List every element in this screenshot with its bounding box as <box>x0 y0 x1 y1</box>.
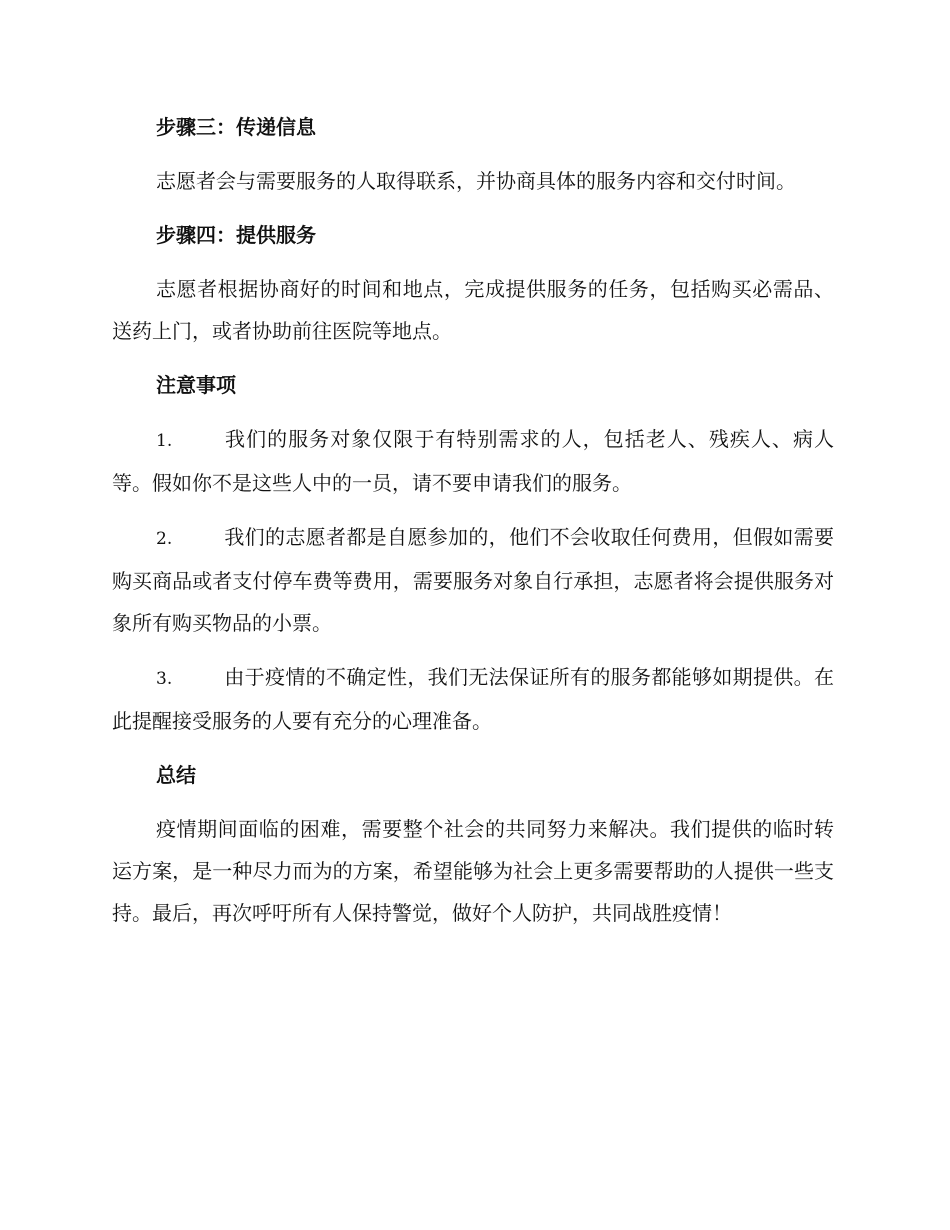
document-page <box>112 106 834 946</box>
list-item-text: 我们的服务对象仅限于有特别需求的人，包括老人、残疾人、病人等。假如你不是这些人中的一员，请不要申请我们的服务。 <box>112 427 834 495</box>
list-item-number: 2. <box>156 529 173 549</box>
list-item <box>112 516 834 644</box>
list-item <box>112 418 834 504</box>
section-heading-notes: 注意事项 <box>156 373 236 397</box>
list-item-number: 1. <box>156 431 173 451</box>
paragraph-summary: 疫情期间面临的困难，需要整个社会的共同努力来解决。我们提供的临时转运方案，是一种尽力而为的方案，希望能够为社会上更多需要帮助的人提供一些支持。最后，再次呼吁所有人保持警觉，做好个人防护，共同战胜疫情！ <box>112 817 834 925</box>
list-item <box>112 656 834 742</box>
list-item-number: 3. <box>156 669 173 689</box>
section-heading-step3: 步骤三：传递信息 <box>156 115 316 139</box>
list-item-text: 由于疫情的不确定性，我们无法保证所有的服务都能够如期提供。在此提醒接受服务的人要有充分的心理准备。 <box>112 665 834 733</box>
section-heading-summary: 总结 <box>156 763 196 787</box>
list-item-text: 我们的志愿者都是自愿参加的，他们不会收取任何费用，但假如需要购买商品或者支付停车费等费用，需要服务对象自行承担，志愿者将会提供服务对象所有购买物品的小票。 <box>112 525 834 635</box>
paragraph-step3: 志愿者会与需要服务的人取得联系，并协商具体的服务内容和交付时间。 <box>156 169 796 193</box>
section-heading-step4: 步骤四：提供服务 <box>156 223 316 247</box>
paragraph-step4: 志愿者根据协商好的时间和地点，完成提供服务的任务，包括购买必需品、送药上门，或者协助前往医院等地点。 <box>112 277 834 343</box>
